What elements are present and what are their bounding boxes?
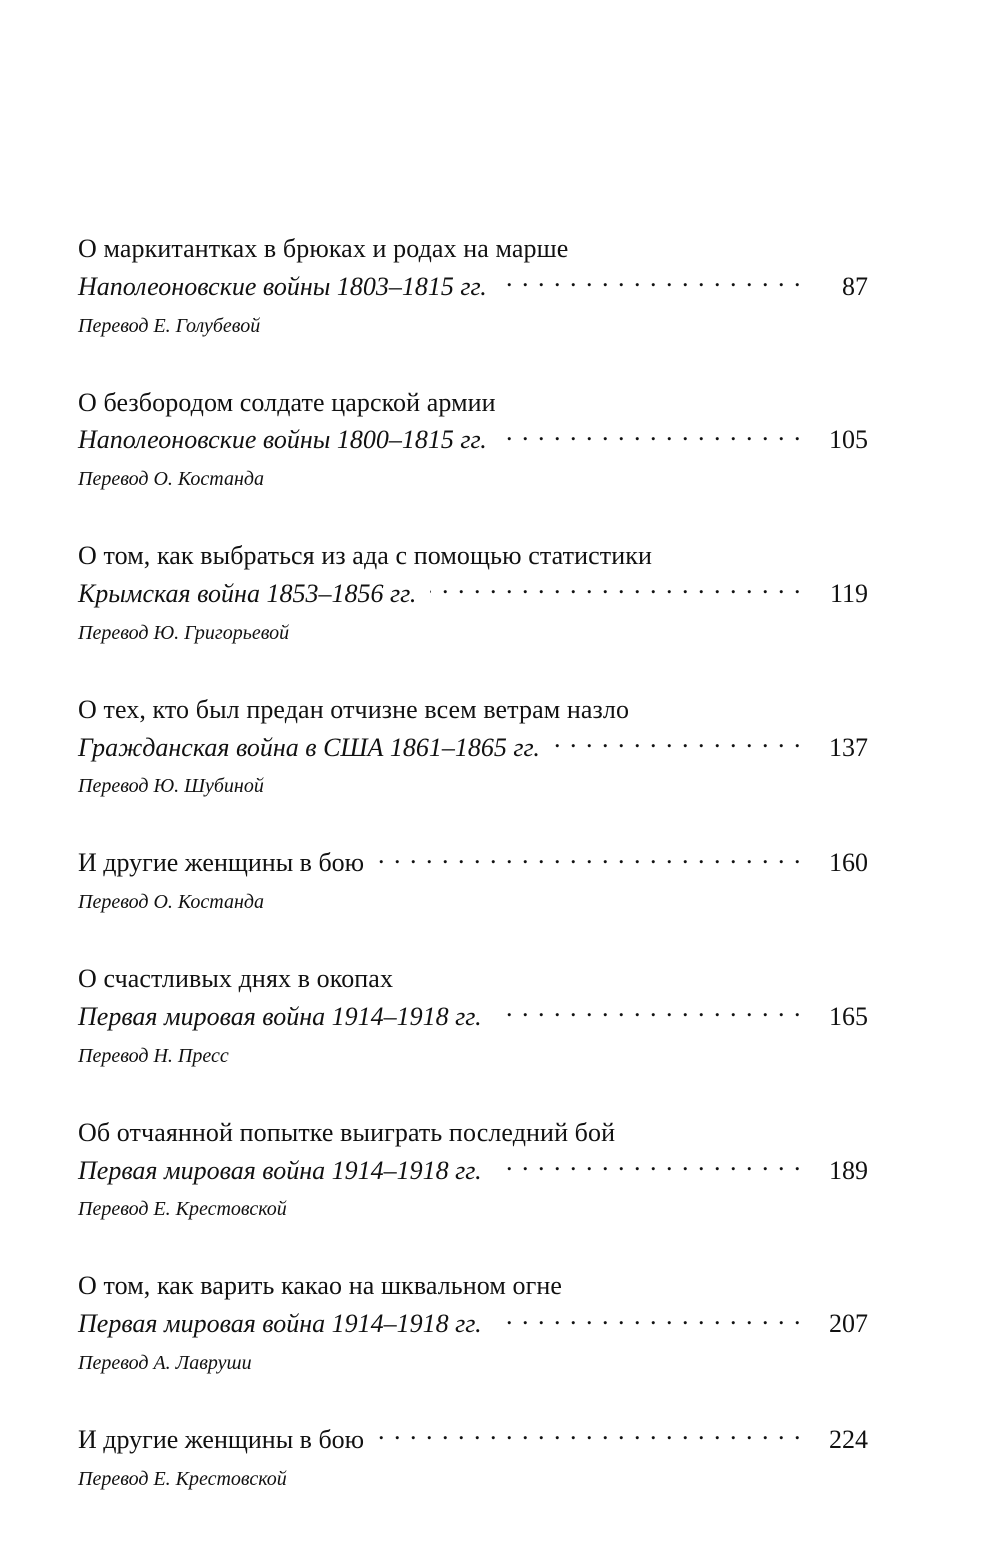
toc-entry[interactable]: [78, 386, 868, 493]
dot-leader: [430, 586, 802, 602]
dot-leader: [496, 1316, 802, 1332]
toc-entry[interactable]: [78, 1423, 868, 1492]
toc-entry-title: О безбородом солдате царской армии: [78, 387, 496, 417]
toc-page-number: 165: [829, 1001, 868, 1031]
toc-entry[interactable]: [78, 232, 868, 339]
toc-entry-subtitle: Наполеоновские войны 1803–1815 гг.: [78, 271, 487, 301]
toc-entry-row: [78, 1000, 868, 1034]
toc-entry-translator: Перевод О. Костанда: [78, 891, 265, 914]
toc-page-number: 207: [829, 1309, 868, 1339]
toc-entry[interactable]: [78, 539, 868, 646]
toc-entry[interactable]: [78, 962, 868, 1069]
toc-entry-subtitle: Крымская война 1853–1856 гг.: [78, 578, 417, 608]
toc-entry[interactable]: [78, 846, 868, 915]
toc-entry-subtitle: Первая мировая война 1914–1918 гг.: [78, 1309, 482, 1339]
toc-page-number: 224: [829, 1424, 868, 1454]
toc-entry-title: И другие женщины в бою: [78, 1424, 365, 1454]
toc-entry-translator: Перевод Е. Крестовской: [78, 1198, 287, 1221]
toc-entry-translator: Перевод Н. Пресс: [78, 1044, 229, 1067]
toc-page-number: 137: [829, 732, 868, 762]
dot-leader: [554, 740, 802, 756]
dot-leader: [496, 1009, 802, 1025]
toc-entry-subtitle: Гражданская война в США 1861–1865 гг.: [78, 732, 540, 762]
toc-entry-row: [78, 846, 868, 880]
toc-entry-row: [78, 270, 868, 304]
toc-entry-translator: Перевод Е. Голубевой: [78, 314, 261, 337]
toc-entry[interactable]: [78, 1269, 868, 1376]
toc-entry-row: [78, 1154, 868, 1188]
toc-entry-title: О счастливых днях в окопах: [78, 964, 394, 994]
toc-entry-row: [78, 731, 868, 765]
toc-page-number: 119: [829, 578, 868, 608]
toc-entry-translator: Перевод Ю. Григорьевой: [78, 621, 290, 644]
toc-entry[interactable]: [78, 1116, 868, 1223]
toc-page-number: 105: [829, 425, 868, 455]
dot-leader: [496, 1163, 802, 1179]
toc-entry-translator: Перевод А. Лавруши: [78, 1351, 252, 1374]
toc-entry-title: О том, как выбраться из ада с помощью статистики: [78, 541, 652, 571]
dot-leader: [501, 279, 802, 295]
toc-entry-row: [78, 1423, 868, 1457]
toc-entry-title: Об отчаянной попытке выиграть последний бой: [78, 1117, 616, 1147]
toc-entry-translator: Перевод Ю. Шубиной: [78, 775, 264, 798]
toc-entry-title: О тех, кто был предан отчизне всем ветрам назло: [78, 694, 630, 724]
toc-entry-subtitle: Первая мировая война 1914–1918 гг.: [78, 1001, 482, 1031]
toc-entry-subtitle: Наполеоновские войны 1800–1815 гг.: [78, 425, 487, 455]
toc-entry-row: [78, 423, 868, 457]
toc-entry-row: [78, 1307, 868, 1341]
toc-entry-translator: Перевод О. Костанда: [78, 468, 265, 491]
toc-page-number: 160: [829, 848, 868, 878]
toc-entry-translator: Перевод Е. Крестовской: [78, 1467, 287, 1490]
toc-entry-title: О маркитантках в брюках и родах на марше: [78, 234, 569, 263]
table-of-contents: [78, 232, 868, 1492]
toc-page-number: 189: [829, 1155, 868, 1185]
toc-entry-title: О том, как варить какао на шквальном огне: [78, 1271, 563, 1301]
toc-page-number: 87: [842, 271, 868, 301]
toc-entry-row: [78, 577, 868, 611]
toc-entry[interactable]: [78, 693, 868, 800]
dot-leader: [501, 432, 802, 448]
dot-leader: [378, 1432, 802, 1448]
toc-entry-subtitle: Первая мировая война 1914–1918 гг.: [78, 1155, 482, 1185]
toc-entry-title: И другие женщины в бою: [78, 848, 365, 878]
dot-leader: [378, 855, 802, 871]
